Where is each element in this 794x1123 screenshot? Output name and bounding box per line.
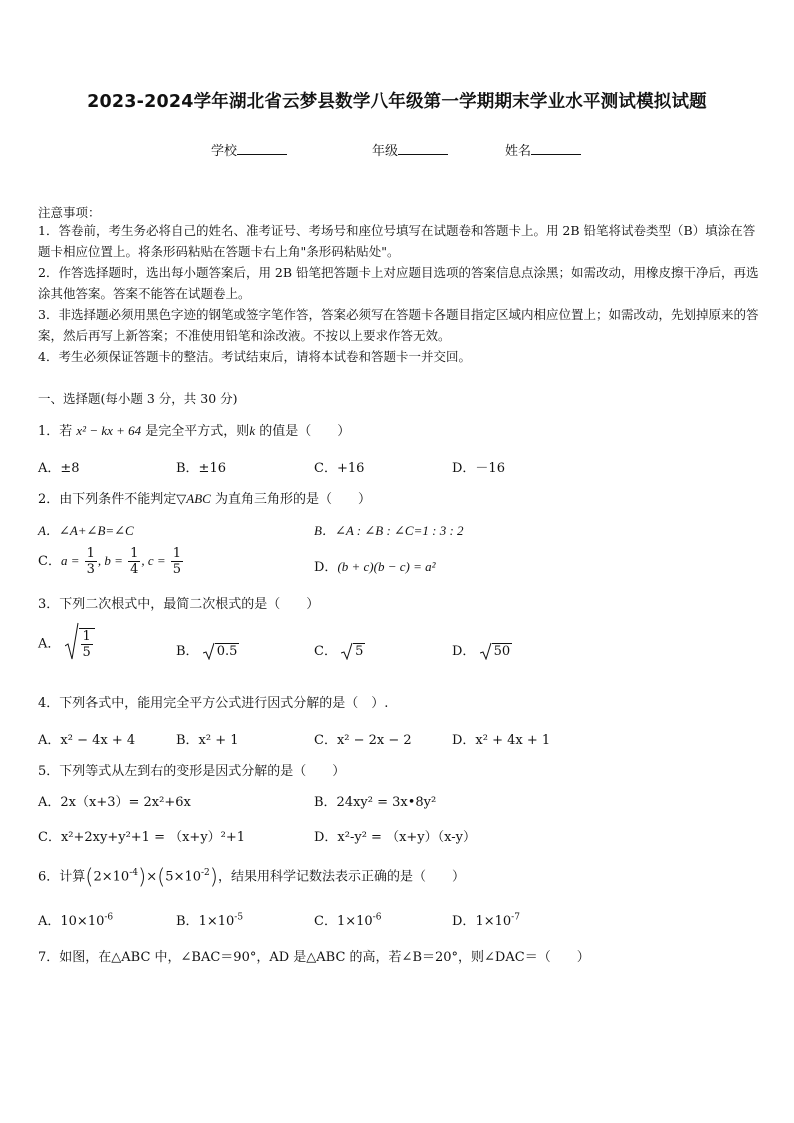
grade-field	[372, 140, 448, 159]
q1-option-d: D．－16	[452, 461, 505, 476]
page-title: 2023-2024学年湖北省云梦县数学八年级第一学期期末学业水平测试模拟试题	[87, 92, 707, 112]
name-field	[505, 140, 581, 159]
sqrt-symbol: 50	[480, 643, 513, 660]
name-blank[interactable]	[531, 142, 581, 155]
notes-heading: 注意事项：	[38, 205, 101, 220]
q5-option-d: D．x²-y² = （x+y）（x-y）	[314, 830, 476, 845]
radical-icon	[65, 622, 79, 660]
note-item: 2．作答选择题时，选出每小题答案后，用 2B 铅笔把答题卡上对应题目选项的答案信息点涂黑；如需改动，用橡皮擦干净后，再选涂其他答案。答案不能答在试题卷上。	[38, 265, 759, 301]
q4-option-b: B．x² + 1	[176, 733, 239, 748]
note-item: 3．非选择题必须用黑色字迹的钢笔或签字笔作答，答案必须写在答题卡各题目指定区域内相应位置上；如需改动，先划掉原来的答案，然后再写上新答案；不准使用铅笔和涂改液。不按以上要求作答无效。	[38, 307, 759, 343]
note-item: 4．考生必须保证答题卡的整洁。考试结束后，请将本试卷和答题卡一并交回。	[38, 349, 471, 364]
q2-option-a: A．∠A+∠B=∠C	[38, 523, 134, 538]
fraction: $\frac{1}{4}$	[130, 546, 139, 577]
q1-option-c: C．+16	[314, 461, 365, 476]
q1-option-a: A．±8	[38, 461, 80, 476]
question-1: 1．若 x² − kx + 64 是完全平方式，则k 的值是（ ）	[38, 423, 351, 439]
school-field	[211, 140, 287, 159]
q5-option-c: C．x²+2xy+y²+1 = （x+y）²+1	[38, 830, 246, 845]
question-3: 3．下列二次根式中，最简二次根式的是（ ）	[38, 597, 320, 612]
sqrt-symbol: 5	[341, 643, 365, 660]
question-7: 7．如图，在△ABC 中，∠BAC＝90°，AD 是△ABC 的高，若∠B＝20°，则∠DAC＝（ ）	[38, 950, 590, 965]
q4-option-d: D．x² + 4x + 1	[452, 733, 551, 748]
q6-option-a: A．$10\times 10^{-6}$	[38, 912, 114, 929]
grade-label: 年级	[372, 144, 399, 159]
q6-option-d: D．$1\times 10^{-7}$	[452, 912, 520, 929]
sqrt-symbol: 0.5	[203, 643, 240, 660]
question-5: 5．下列等式从左到右的变形是因式分解的是（ ）	[38, 764, 346, 779]
q6-option-b: B．$1\times 10^{-5}$	[176, 912, 244, 929]
q2-option-b: B．∠A : ∠B : ∠C=1 : 3 : 2	[314, 523, 464, 538]
fraction: $\frac{1}{5}$	[172, 546, 182, 577]
grade-blank[interactable]	[398, 142, 448, 155]
q3-option-a: A． $\frac{1}{5}$	[38, 628, 95, 660]
q2-option-d: D．(b + c)(b − c) = a²	[314, 559, 436, 575]
q5-option-a: A．2x（x+3）= 2x²+6x	[38, 795, 191, 810]
q1-option-b: B．±16	[176, 461, 226, 476]
q6-option-c: C．$1\times 10^{-6}$	[314, 912, 382, 929]
question-4: 4．下列各式中，能用完全平方公式进行因式分解的是（ ）.	[38, 696, 389, 711]
radical-icon	[480, 642, 492, 660]
q3-option-d: D． 50	[452, 644, 511, 659]
q4-option-a: A．x² − 4x + 4	[38, 733, 136, 748]
sqrt-symbol: $\frac{1}{5}$	[65, 628, 95, 660]
question-6: 6．计算$(2\times 10^{-4})\times(5\times 10^{-2})$，结果用科学记数法表示正确的是（ ）	[38, 865, 466, 889]
q2-option-c: C．a = $\frac{1}{3}$ , b = $\frac{1}{4}$ , c = $\frac{1}{5}$	[38, 546, 182, 577]
radical-icon	[203, 642, 215, 660]
q3-option-b: B． 0.5	[176, 644, 238, 659]
school-blank[interactable]	[237, 142, 287, 155]
school-label: 学校	[211, 144, 238, 159]
fraction: $\frac{1}{3}$	[86, 546, 95, 577]
question-2: 2．由下列条件不能判定▽ABC 为直角三角形的是（ ）	[38, 491, 371, 507]
q5-option-b: B．24xy² = 3x•8y²	[314, 795, 437, 810]
note-item: 1．答卷前，考生务必将自己的姓名、准考证号、考场号和座位号填写在试题卷和答题卡上。用 2B 铅笔将试卷类型（B）填涂在答题卡相应位置上。将条形码粘贴在答题卡右上角"条形码粘贴处"。	[38, 223, 756, 259]
q3-option-c: C． 5	[314, 644, 364, 659]
radical-icon	[341, 642, 353, 660]
name-label: 姓名	[505, 144, 532, 159]
q4-option-c: C．x² − 2x − 2	[314, 733, 412, 748]
section-heading: 一、选择题(每小题 3 分，共 30 分)	[38, 391, 238, 406]
